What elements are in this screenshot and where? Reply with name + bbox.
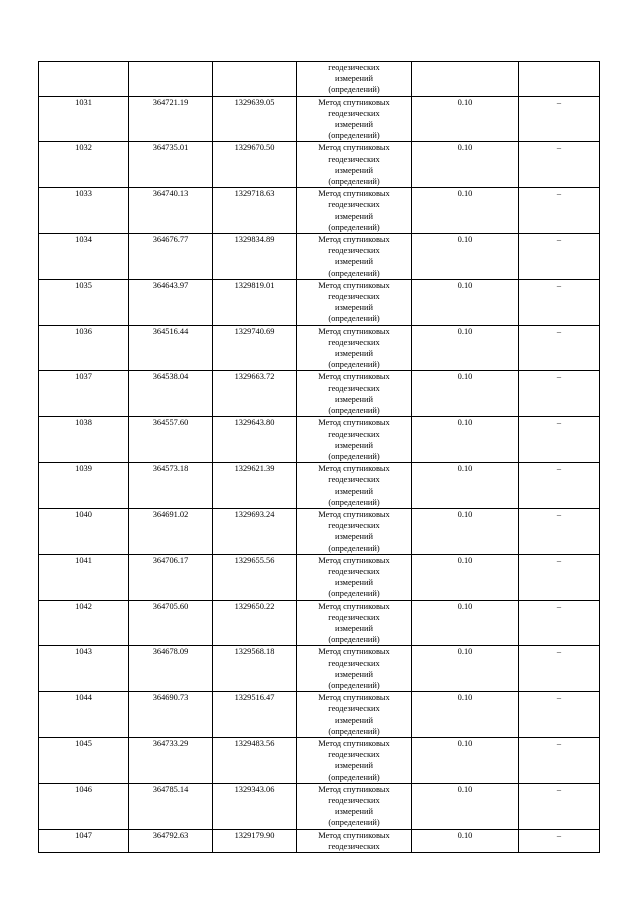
method-line: Метод спутниковых [318,189,390,199]
method-line: (определений) [328,635,380,645]
cell-note: – [519,508,600,554]
table-row [39,142,600,188]
cell-y: 1329643.80 [213,417,297,463]
method-line: измерений [334,394,374,404]
method-line: измерений [334,257,374,267]
method-line: (определений) [328,497,380,507]
cell-method [297,96,412,142]
method-line: геодезических [328,658,380,668]
cell-x: 364516.44 [129,325,213,371]
table-row [39,508,600,554]
method-line: Метод спутниковых [318,326,390,336]
cell-y: 1329693.24 [213,508,297,554]
method-line: геодезических [328,612,380,622]
method-line: Метод спутниковых [318,647,390,657]
method-line: Метод спутниковых [318,464,390,474]
cell-x: 364706.17 [129,554,213,600]
cell-x: 364733.29 [129,737,213,783]
cell-note: – [519,600,600,646]
cell-point-number: 1042 [39,600,129,646]
method-line: измерений [334,669,374,679]
table-row [39,96,600,142]
cell-x: 364691.02 [129,508,213,554]
table-row [39,463,600,509]
method-line: измерений [334,440,374,450]
cell-method [297,417,412,463]
cell-note: – [519,783,600,829]
cell-point-number: 1044 [39,692,129,738]
cell-y: 1329621.39 [213,463,297,509]
cell-point-number: 1043 [39,646,129,692]
cell-note: – [519,188,600,234]
table-row [39,325,600,371]
cell-y: 1329639.05 [213,96,297,142]
coordinates-table [38,61,600,853]
cell-method [297,600,412,646]
cell-note: – [519,554,600,600]
cell-accuracy: 0.10 [412,188,519,234]
cell-y: 1329343.06 [213,783,297,829]
cell-point-number: 1036 [39,325,129,371]
cell-y: 1329819.01 [213,279,297,325]
method-line: (определений) [328,543,380,553]
cell-point-number: 1040 [39,508,129,554]
method-line: (определений) [328,222,380,232]
method-line: геодезических [328,841,380,851]
cell-accuracy: 0.10 [412,463,519,509]
cell-method [297,554,412,600]
cell-accuracy [412,62,519,97]
table-row [39,783,600,829]
cell-x: 364740.13 [129,188,213,234]
cell-x: 364676.77 [129,234,213,280]
method-line: геодезических [328,246,380,256]
method-line: Метод спутниковых [318,601,390,611]
cell-accuracy: 0.10 [412,508,519,554]
cell-note: – [519,371,600,417]
table-row [39,692,600,738]
cell-note: – [519,279,600,325]
method-line: геодезических [328,566,380,576]
table-row [39,371,600,417]
method-line: (определений) [328,680,380,690]
cell-x: 364705.60 [129,600,213,646]
cell-method [297,279,412,325]
cell-y: 1329718.63 [213,188,297,234]
cell-note: – [519,96,600,142]
cell-point-number: 1032 [39,142,129,188]
cell-point-number: 1038 [39,417,129,463]
method-line: геодезических [328,63,380,72]
cell-accuracy: 0.10 [412,737,519,783]
cell-y: 1329663.72 [213,371,297,417]
cell-method [297,325,412,371]
cell-y: 1329670.50 [213,142,297,188]
cell-point-number: 1047 [39,829,129,852]
method-line: (определений) [328,818,380,828]
cell-point-number: 1035 [39,279,129,325]
method-line: Метод спутниковых [318,555,390,565]
cell-note: – [519,325,600,371]
cell-method [297,737,412,783]
cell-point-number: 1046 [39,783,129,829]
cell-method [297,142,412,188]
cell-accuracy: 0.10 [412,371,519,417]
method-line: Метод спутниковых [318,509,390,519]
table-row [39,600,600,646]
table-body [39,62,600,853]
cell-method [297,463,412,509]
method-line: измерений [334,486,374,496]
method-line: (определений) [328,268,380,278]
cell-method [297,508,412,554]
table-row [39,188,600,234]
cell-accuracy: 0.10 [412,234,519,280]
table-row [39,234,600,280]
cell-y [213,62,297,97]
method-line: геодезических [328,292,380,302]
table-row [39,554,600,600]
cell-y: 1329179.90 [213,829,297,852]
cell-x: 364643.97 [129,279,213,325]
method-line: геодезических [328,200,380,210]
cell-accuracy: 0.10 [412,279,519,325]
cell-x: 364678.09 [129,646,213,692]
method-line: Метод спутниковых [318,784,390,794]
cell-point-number: 1041 [39,554,129,600]
method-line: измерений [334,578,374,588]
table-row-continuation [39,62,600,97]
cell-accuracy: 0.10 [412,554,519,600]
cell-y: 1329655.56 [213,554,297,600]
cell-accuracy: 0.10 [412,417,519,463]
method-line: Метод спутниковых [318,235,390,245]
method-line: Метод спутниковых [318,738,390,748]
cell-y: 1329650.22 [213,600,297,646]
method-line: геодезических [328,475,380,485]
cell-note: – [519,646,600,692]
cell-method [297,646,412,692]
cell-y: 1329568.18 [213,646,297,692]
cell-method [297,188,412,234]
method-line: геодезических [328,429,380,439]
method-line: (определений) [328,85,380,95]
method-line: измерений [334,761,374,771]
method-line: геодезических [328,521,380,531]
method-line: измерений [334,623,374,633]
cell-accuracy: 0.10 [412,646,519,692]
cell-note: – [519,234,600,280]
cell-x: 364792.63 [129,829,213,852]
method-line: Метод спутниковых [318,693,390,703]
table-row [39,829,600,852]
cell-y: 1329516.47 [213,692,297,738]
method-line: измерений [334,120,374,130]
cell-x [129,62,213,97]
cell-point-number: 1031 [39,96,129,142]
cell-x: 364573.18 [129,463,213,509]
method-line: геодезических [328,796,380,805]
method-line: геодезических [328,383,380,393]
method-line: измерений [334,532,374,542]
method-line: Метод спутниковых [318,143,390,153]
method-line: геодезических [328,750,380,760]
method-line: (определений) [328,726,380,736]
cell-note: – [519,829,600,852]
cell-point-number: 1037 [39,371,129,417]
cell-y: 1329740.69 [213,325,297,371]
cell-x: 364538.04 [129,371,213,417]
cell-x: 364721.19 [129,96,213,142]
cell-accuracy: 0.10 [412,325,519,371]
method-line: (определений) [328,177,380,187]
method-line: измерений [334,349,374,359]
cell-point-number: 1045 [39,737,129,783]
method-line: (определений) [328,360,380,370]
cell-method [297,371,412,417]
method-line: геодезических [328,704,380,714]
method-line: Метод спутниковых [318,418,390,428]
cell-x: 364690.73 [129,692,213,738]
table-row [39,737,600,783]
cell-note: – [519,737,600,783]
cell-y: 1329483.56 [213,737,297,783]
cell-point-number: 1039 [39,463,129,509]
method-line: измерений [334,74,374,84]
cell-method [297,783,412,829]
cell-accuracy: 0.10 [412,96,519,142]
method-line: (определений) [328,589,380,599]
cell-method [297,62,412,97]
cell-x: 364735.01 [129,142,213,188]
method-line: измерений [334,303,374,313]
method-line: (определений) [328,131,380,141]
cell-x: 364557.60 [129,417,213,463]
method-line: геодезических [328,108,380,118]
cell-point-number: 1033 [39,188,129,234]
table-row [39,417,600,463]
cell-note: – [519,463,600,509]
method-line: измерений [334,211,374,221]
method-line: Метод спутниковых [318,97,390,107]
method-line: (определений) [328,406,380,416]
method-line: (определений) [328,314,380,324]
cell-accuracy: 0.10 [412,142,519,188]
method-line: (определений) [328,772,380,782]
cell-note: – [519,142,600,188]
cell-method [297,234,412,280]
cell-method [297,692,412,738]
cell-note: – [519,692,600,738]
cell-accuracy: 0.10 [412,829,519,852]
cell-note: – [519,417,600,463]
cell-point-number: 1034 [39,234,129,280]
method-line: измерений [334,715,374,725]
method-line: (определений) [328,451,380,461]
table-row [39,279,600,325]
method-line: геодезических [328,337,380,347]
cell-method [297,829,412,852]
cell-point-number [39,62,129,97]
method-line: Метод спутниковых [318,372,390,382]
cell-y: 1329834.89 [213,234,297,280]
method-line: геодезических [328,154,380,164]
cell-accuracy: 0.10 [412,692,519,738]
cell-note [519,62,600,97]
method-line: измерений [334,165,374,175]
table-row [39,646,600,692]
cell-accuracy: 0.10 [412,600,519,646]
cell-accuracy: 0.10 [412,783,519,829]
method-line: измерений [334,807,374,817]
cell-x: 364785.14 [129,783,213,829]
method-line: Метод спутниковых [318,280,390,290]
method-line: Метод спутниковых [318,830,390,840]
